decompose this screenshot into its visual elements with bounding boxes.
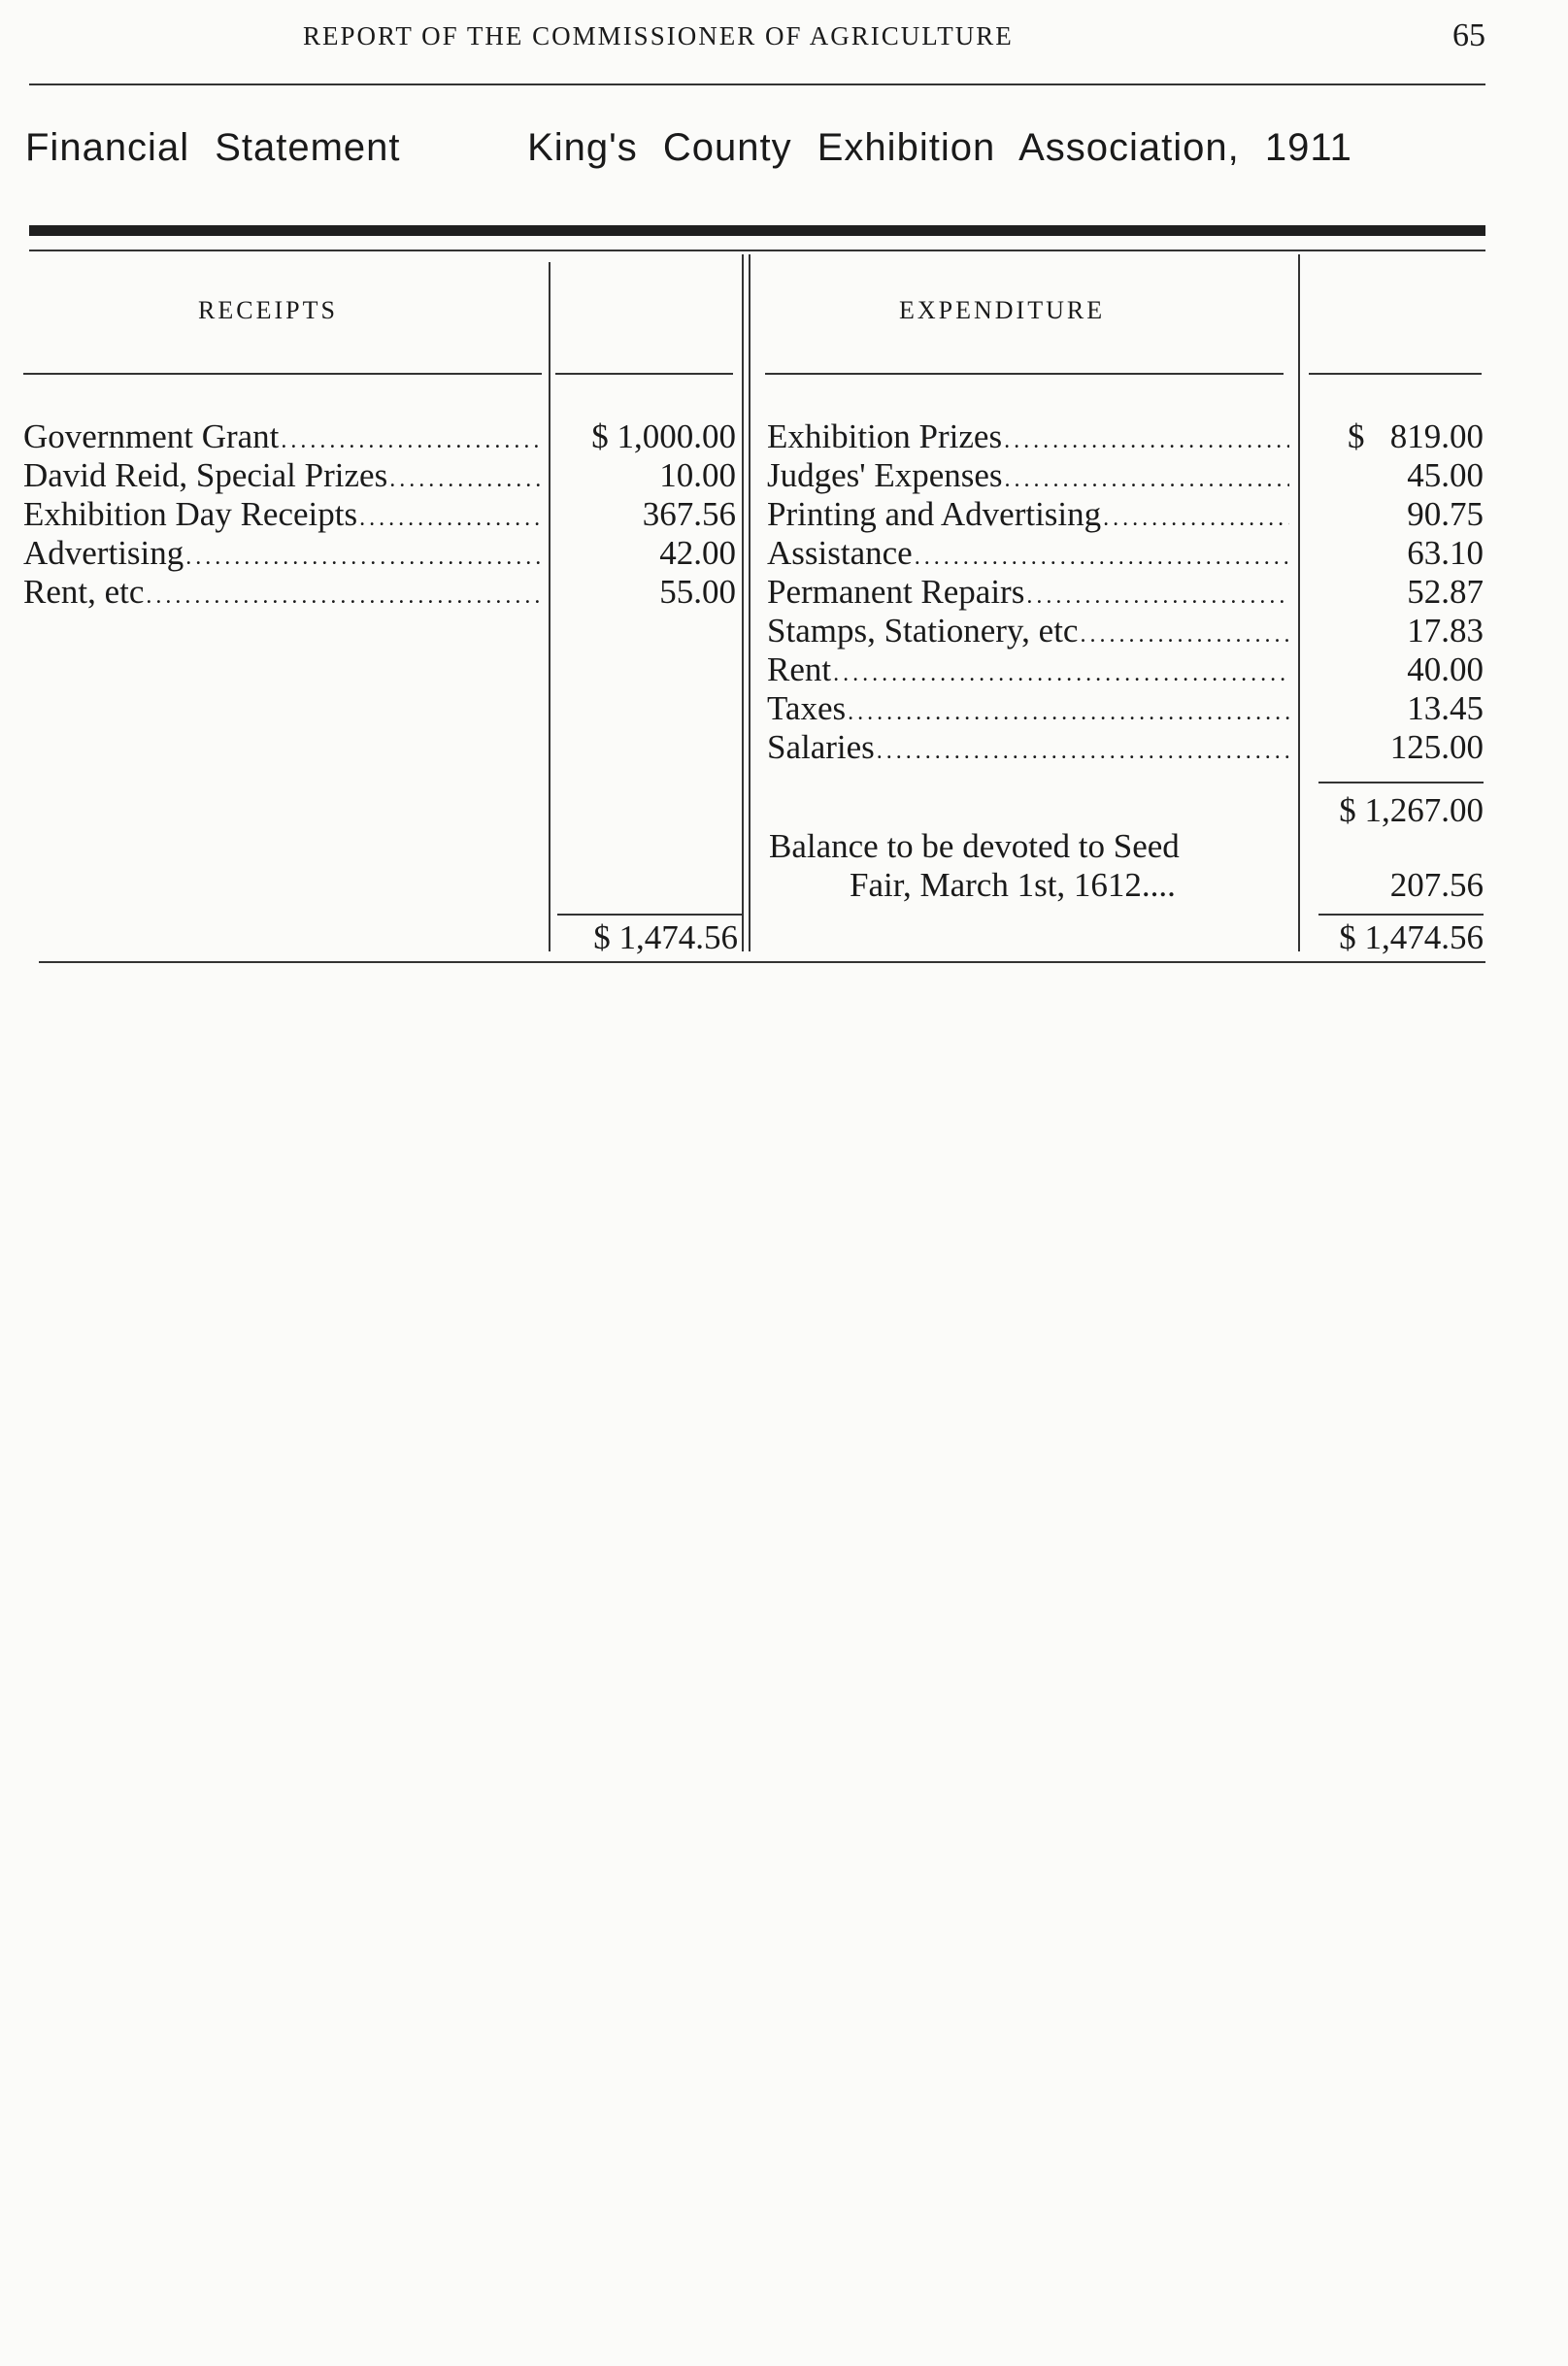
expenditure-label: Taxes ..... <box>767 689 1289 728</box>
receipts-total: $ 1,474.56 <box>593 918 738 956</box>
expenditure-label: Judges' Expenses ..... <box>767 456 1289 495</box>
table-top-rule <box>29 250 1485 251</box>
expenditure-total-rule <box>1318 914 1484 916</box>
receipt-amount: 55.00 <box>659 573 736 611</box>
expenditure-total: $ 1,474.56 <box>1339 918 1484 956</box>
expenditure-amount: 17.83 <box>1407 612 1484 650</box>
subtotal-rule <box>1318 782 1484 783</box>
receipt-amount: 10.00 <box>659 456 736 494</box>
receipts-total-rule <box>557 914 742 916</box>
table-bottom-rule <box>39 961 1485 963</box>
title-thick-rule <box>29 225 1485 236</box>
expenditure-amount: 40.00 <box>1407 650 1484 688</box>
expenditure-amount: 52.87 <box>1407 573 1484 611</box>
expenditure-amount: 13.45 <box>1407 689 1484 727</box>
receipt-label: David Reid, Special Prizes ..... <box>23 456 541 495</box>
receipts-amount-heading-rule <box>555 373 733 375</box>
expenditure-label: Rent ..... <box>767 650 1289 689</box>
expenditure-label: Salaries ..... <box>767 728 1289 767</box>
expenditure-heading: EXPENDITURE <box>899 296 1106 324</box>
divider-expenditure-amount <box>1298 254 1300 951</box>
expenditure-amount: 63.10 <box>1407 534 1484 572</box>
title-financial-statement: Financial Statement <box>25 126 401 169</box>
receipt-label: Exhibition Day Receipts ..... <box>23 495 541 534</box>
expenditure-label: Printing and Advertising ..... <box>767 495 1289 534</box>
balance-label-line1: Balance to be devoted to Seed <box>769 827 1180 865</box>
receipt-label: Government Grant ..... <box>23 417 541 456</box>
title-association: King's County Exhibition Association, 1911 <box>527 126 1352 169</box>
expenditure-label: Permanent Repairs ..... <box>767 573 1289 612</box>
expenditure-amount: $ 819.00 <box>1348 417 1484 455</box>
receipts-heading: RECEIPTS <box>198 296 338 324</box>
receipts-heading-rule <box>23 373 542 375</box>
expenditure-amount: 125.00 <box>1389 728 1484 766</box>
header-rule <box>29 83 1485 85</box>
receipt-amount: 367.56 <box>642 495 736 533</box>
divider-middle-2 <box>749 254 751 951</box>
receipt-amount: 42.00 <box>659 534 736 572</box>
running-head: REPORT OF THE COMMISSIONER OF AGRICULTURE <box>303 21 1014 50</box>
receipt-label: Advertising ..... <box>23 534 541 573</box>
divider-receipts-amount <box>549 262 550 951</box>
expenditure-heading-rule <box>765 373 1284 375</box>
divider-middle-1 <box>742 254 744 951</box>
expenditure-amount: 90.75 <box>1407 495 1484 533</box>
expenditure-amount-heading-rule <box>1309 373 1482 375</box>
page-number: 65 <box>1452 17 1485 53</box>
receipt-label: Rent, etc ..... <box>23 573 541 612</box>
page-title <box>25 126 1491 170</box>
balance-amount: 207.56 <box>1389 866 1484 904</box>
expenditure-label: Stamps, Stationery, etc ..... <box>767 612 1289 650</box>
expenditure-subtotal: $ 1,267.00 <box>1339 791 1484 829</box>
receipt-amount: $ 1,000.00 <box>591 417 736 455</box>
expenditure-amount: 45.00 <box>1407 456 1484 494</box>
expenditure-label: Assistance ..... <box>767 534 1289 573</box>
expenditure-label: Exhibition Prizes ..... <box>767 417 1289 456</box>
balance-label-line2: Fair, March 1st, 1612.... <box>850 866 1176 904</box>
